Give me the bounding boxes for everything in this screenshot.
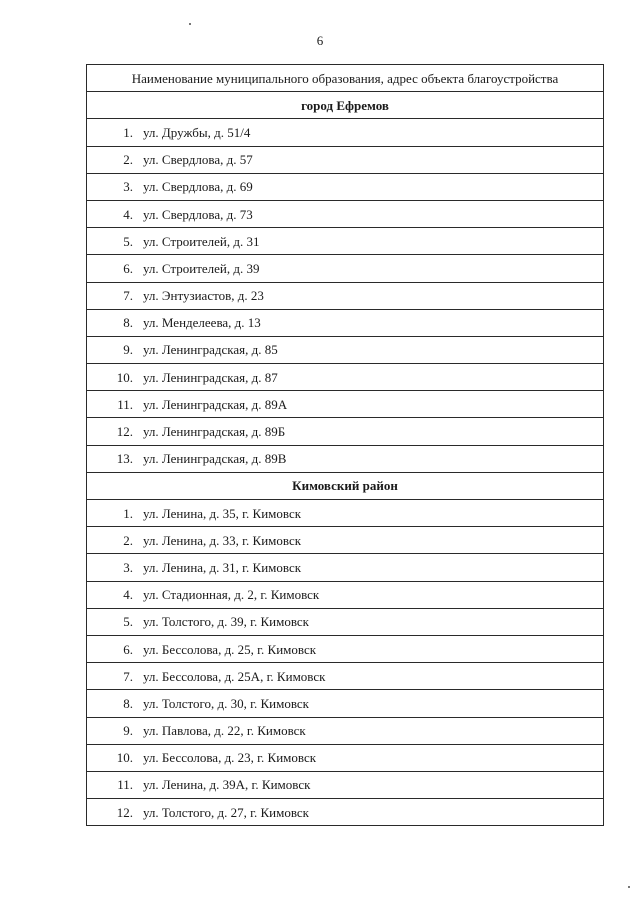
address-cell — [87, 119, 604, 146]
item-number: 13. — [116, 451, 133, 467]
item-address: ул. Бессолова, д. 25, г. Кимовск — [143, 641, 317, 657]
address-cell — [87, 581, 604, 608]
item-address: ул. Строителей, д. 39 — [143, 260, 260, 276]
address-cell — [87, 771, 604, 798]
address-cell — [87, 282, 604, 309]
address-cell — [87, 309, 604, 336]
item-address: ул. Свердлова, д. 69 — [143, 179, 253, 195]
item-number: 6. — [123, 260, 133, 276]
section-title: Кимовский район — [87, 472, 604, 499]
item-address: ул. Ленинградская, д. 87 — [143, 369, 278, 385]
item-address: ул. Бессолова, д. 25А, г. Кимовск — [143, 668, 326, 684]
table-row — [87, 228, 604, 255]
item-address: ул. Ленина, д. 33, г. Кимовск — [143, 532, 302, 548]
table-row — [87, 336, 604, 363]
item-address: ул. Ленина, д. 35, г. Кимовск — [143, 505, 302, 521]
table-row — [87, 744, 604, 771]
item-number: 10. — [116, 369, 133, 385]
table-row — [87, 418, 604, 445]
item-number: 1. — [123, 124, 133, 140]
address-cell — [87, 690, 604, 717]
item-address: ул. Свердлова, д. 73 — [143, 206, 253, 222]
table-row — [87, 554, 604, 581]
address-table-body — [87, 65, 604, 826]
item-number: 7. — [123, 668, 133, 684]
scan-speck — [189, 23, 191, 25]
item-address: ул. Толстого, д. 27, г. Кимовск — [143, 804, 309, 820]
table-header: Наименование муниципального образования, адрес объекта благоустройства — [87, 65, 604, 92]
address-cell — [87, 200, 604, 227]
item-address: ул. Дружбы, д. 51/4 — [143, 124, 251, 140]
address-cell — [87, 663, 604, 690]
item-address: ул. Ленинградская, д. 89Б — [143, 424, 286, 440]
item-number: 8. — [123, 695, 133, 711]
table-row — [87, 119, 604, 146]
table-row — [87, 146, 604, 173]
address-cell — [87, 527, 604, 554]
item-address: ул. Толстого, д. 39, г. Кимовск — [143, 614, 309, 630]
item-address: ул. Ленинградская, д. 85 — [143, 342, 278, 358]
address-cell — [87, 744, 604, 771]
address-table — [86, 64, 604, 826]
table-row — [87, 282, 604, 309]
table-row — [87, 608, 604, 635]
item-address: ул. Ленина, д. 31, г. Кимовск — [143, 559, 302, 575]
item-number: 5. — [123, 614, 133, 630]
scan-speck — [628, 886, 630, 888]
item-number: 12. — [116, 804, 133, 820]
table-row — [87, 364, 604, 391]
item-number: 1. — [123, 505, 133, 521]
table-row — [87, 500, 604, 527]
item-address: ул. Толстого, д. 30, г. Кимовск — [143, 695, 309, 711]
address-cell — [87, 717, 604, 744]
item-number: 3. — [123, 559, 133, 575]
address-cell — [87, 173, 604, 200]
item-number: 7. — [123, 288, 133, 304]
table-row — [87, 581, 604, 608]
item-number: 2. — [123, 152, 133, 168]
address-cell — [87, 500, 604, 527]
item-address: ул. Ленина, д. 39А, г. Кимовск — [143, 777, 311, 793]
address-cell — [87, 228, 604, 255]
table-row — [87, 173, 604, 200]
section-row — [87, 472, 604, 499]
item-number: 4. — [123, 206, 133, 222]
item-number: 2. — [123, 532, 133, 548]
address-cell — [87, 635, 604, 662]
item-address: ул. Бессолова, д. 23, г. Кимовск — [143, 750, 317, 766]
table-row — [87, 799, 604, 826]
item-number: 6. — [123, 641, 133, 657]
address-cell — [87, 364, 604, 391]
table-row — [87, 690, 604, 717]
table-row — [87, 771, 604, 798]
section-row — [87, 92, 604, 119]
item-number: 8. — [123, 315, 133, 331]
address-cell — [87, 391, 604, 418]
address-cell — [87, 146, 604, 173]
item-number: 5. — [123, 233, 133, 249]
item-address: ул. Павлова, д. 22, г. Кимовск — [143, 723, 306, 739]
table-row — [87, 663, 604, 690]
item-number: 11. — [117, 777, 133, 793]
item-number: 9. — [123, 723, 133, 739]
item-number: 12. — [116, 424, 133, 440]
table-row — [87, 255, 604, 282]
address-cell — [87, 445, 604, 472]
address-cell — [87, 554, 604, 581]
table-row — [87, 391, 604, 418]
item-address: ул. Стадионная, д. 2, г. Кимовск — [143, 587, 320, 603]
section-title: город Ефремов — [87, 92, 604, 119]
address-cell — [87, 799, 604, 826]
table-row — [87, 635, 604, 662]
item-number: 9. — [123, 342, 133, 358]
page-number: 6 — [316, 33, 324, 48]
item-address: ул. Ленинградская, д. 89А — [143, 396, 288, 412]
table-header-row — [87, 65, 604, 92]
item-number: 11. — [117, 396, 133, 412]
address-cell — [87, 336, 604, 363]
address-cell — [87, 255, 604, 282]
table-row — [87, 527, 604, 554]
item-number: 10. — [116, 750, 133, 766]
address-cell — [87, 608, 604, 635]
item-address: ул. Свердлова, д. 57 — [143, 152, 253, 168]
item-number: 3. — [123, 179, 133, 195]
item-number: 4. — [123, 587, 133, 603]
item-address: ул. Ленинградская, д. 89В — [143, 451, 287, 467]
table-row — [87, 200, 604, 227]
table-row — [87, 717, 604, 744]
item-address: ул. Энтузиастов, д. 23 — [143, 288, 264, 304]
table-row — [87, 309, 604, 336]
item-address: ул. Строителей, д. 31 — [143, 233, 260, 249]
address-cell — [87, 418, 604, 445]
table-row — [87, 445, 604, 472]
item-address: ул. Менделеева, д. 13 — [143, 315, 261, 331]
